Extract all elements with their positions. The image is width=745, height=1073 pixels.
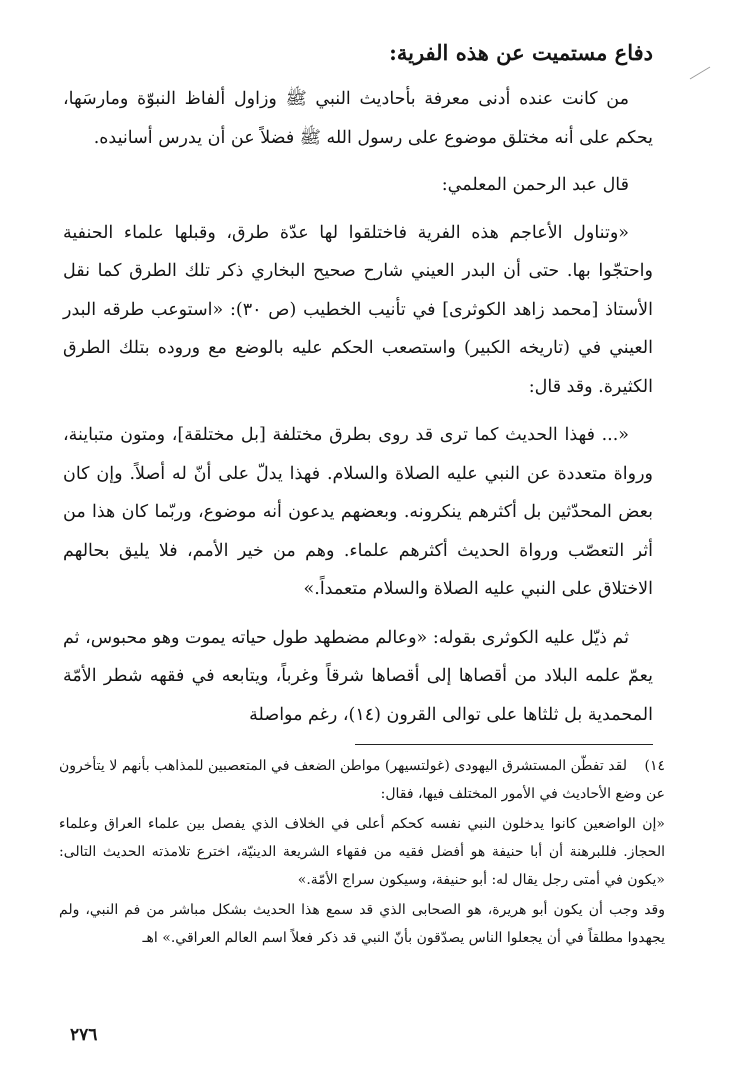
paragraph-quote-1: «وتناول الأعاجم هذه الفرية فاختلقوا لها عدّة طرق، وقبلها علماء الحنفية واحتجّوا بها. حتى أن البدر العيني شارح صحيح البخاري ذكر تلك الطرق كما نقل الأستاذ [محمد زاهد الكوثرى] في تأنيب الخطيب (ص ٣٠): «استوعب طرقه البدر العيني في (تاريخه الكبير) واستصعب الحكم عليه بالوضع مع وروده بتلك الطرق الكثيرة. وقد قال: xyxy=(63,222,653,397)
margin-pencil-mark xyxy=(689,66,711,80)
paragraph-attribution: قال عبد الرحمن المعلمي: xyxy=(441,175,629,195)
paragraph-intro: من كانت عنده أدنى معرفة بأحاديث النبي ﷺ وزاول ألفاظ النبوّة ومارسَها، يحكم على أنه مختلق موضوع على رسول الله ﷺ فضلاً عن أن يدرس أسانيده. xyxy=(63,89,653,148)
footnote-paragraph-1 xyxy=(59,752,665,808)
footnote-number: ١٤) xyxy=(644,758,665,774)
footnote-text-1: لقد تفطّن المستشرق اليهودى (غولتسيهر) مواطن الضعف في المتعصبين للمذاهب بأنهم لا يتأخرون عن وضع الأحاديث في الأمور المختلف فيها، فقال: xyxy=(59,758,665,802)
footnote-paragraph-2: «إن الواضعين كانوا يدخلون النبي نفسه كحكم أعلى في الخلاف الذي يفصل بين علماء العراق وعلماء الحجاز. فللبرهنة أن أبا حنيفة هو أفضل فقيه من فقهاء الشريعة الدينيّة، اخترع تلامذته الحديث التالى: «يكون في أمتى رجل يقال له: أبو حنيفة، وسيكون سراج الأمّة.» xyxy=(59,816,665,888)
paragraph-kawthari: ثم ذيّل عليه الكوثرى بقوله: «وعالم مضطهد طول حياته يموت وهو محبوس، ثم يعمّ علمه البلاد من أقصاها إلى أقصاها شرقاً وغرباً، ويتابعه في فقهه شطر الأمّة المحمدية بل ثلثاها على توالى القرون (١٤)، رغم مواصلة xyxy=(63,627,653,725)
footnote xyxy=(59,752,665,954)
paragraph-quote-2: «... فهذا الحديث كما ترى قد روى بطرق مختلفة [بل مختلقة]، ومتون متباينة، ورواة متعددة عن النبي عليه الصلاة والسلام. فهذا يدلّ على أنّ له أصلاً. وإن كان بعض المحدّثين بل أكثرهم ينكرونه. وبعضهم يدعون أنه موضوع، وربّما كان هذا من أثر التعصّب ورواة الحديث أكثرهم علماء. وهم من خير الأمم، فلا يليق بحالهم الاختلاق على النبي عليه الصلاة والسلام متعمداً.» xyxy=(63,425,653,599)
section-heading: دفاع مستميت عن هذه الفرية: xyxy=(389,40,653,65)
page-number: ٢٧٦ xyxy=(70,1025,98,1045)
footnote-separator xyxy=(355,744,653,745)
footnote-paragraph-3: وقد وجب أن يكون أبو هريرة، هو الصحابى الذي قد سمع هذا الحديث بشكل مباشر من فم النبي، ولم يجهدوا مطلقاً في أن يجعلوا الناس يصدّقون بأنّ النبي قد ذكر فعلاً اسم العالم العراقي.» اهـ xyxy=(59,902,665,946)
main-text xyxy=(63,80,653,743)
